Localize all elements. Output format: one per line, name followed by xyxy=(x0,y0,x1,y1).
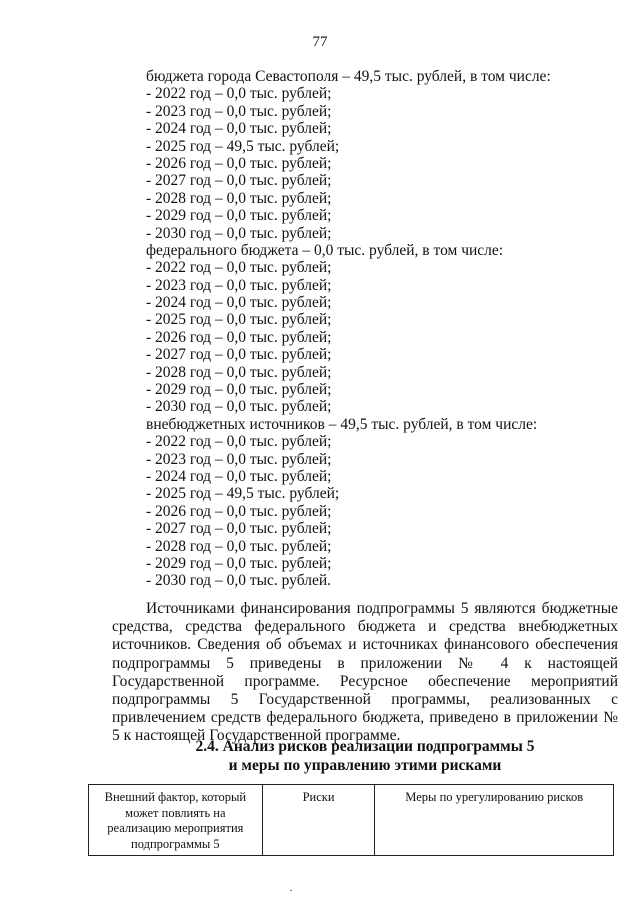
funding-line: - 2029 год – 0,0 тыс. рублей; xyxy=(146,554,332,572)
funding-line: - 2028 год – 0,0 тыс. рублей; xyxy=(146,189,332,207)
funding-line: - 2026 год – 0,0 тыс. рублей; xyxy=(146,328,332,346)
funding-line: - 2024 год – 0,0 тыс. рублей; xyxy=(146,294,332,312)
header-external-factor: Внешний фактор, который может повлиять на реализацию мероприятия подпрограммы 5 xyxy=(89,785,263,856)
funding-line: - 2023 год – 0,0 тыс. рублей; xyxy=(146,276,332,294)
header-risks: Риски xyxy=(262,785,375,856)
funding-line: - 2024 год – 0,0 тыс. рублей; xyxy=(146,120,332,138)
funding-line: - 2025 год – 0,0 тыс. рублей; xyxy=(146,311,332,329)
funding-line: - 2022 год – 0,0 тыс. рублей; xyxy=(146,433,332,451)
funding-line: - 2028 год – 0,0 тыс. рублей; xyxy=(146,537,332,555)
funding-line: - 2030 год – 0,0 тыс. рублей; xyxy=(146,224,332,242)
funding-line: - 2022 год – 0,0 тыс. рублей; xyxy=(146,259,332,277)
funding-line: - 2028 год – 0,0 тыс. рублей; xyxy=(146,363,332,381)
funding-line: - 2027 год – 0,0 тыс. рублей; xyxy=(146,520,332,538)
funding-line: - 2024 год – 0,0 тыс. рублей; xyxy=(146,467,332,485)
scan-speck xyxy=(290,890,292,891)
funding-line: - 2023 год – 0,0 тыс. рублей; xyxy=(146,450,332,468)
funding-line: - 2027 год – 0,0 тыс. рублей; xyxy=(146,346,332,364)
funding-line: - 2030 год – 0,0 тыс. рублей. xyxy=(146,572,332,590)
header-mitigation-measures: Меры по урегулированию рисков xyxy=(375,785,614,856)
funding-line: - 2027 год – 0,0 тыс. рублей; xyxy=(146,172,332,190)
risk-table-header-row xyxy=(89,785,614,856)
section-heading-line-2: и меры по управлению этими рисками xyxy=(228,756,502,774)
funding-line: федерального бюджета – 0,0 тыс. рублей, в том числе: xyxy=(146,241,504,259)
funding-line: - 2022 год – 0,0 тыс. рублей; xyxy=(146,85,332,103)
funding-line: - 2025 год – 49,5 тыс. рублей; xyxy=(146,485,340,503)
funding-sources-paragraph xyxy=(112,600,618,746)
funding-list xyxy=(146,68,616,590)
risk-table xyxy=(88,784,614,856)
funding-line: бюджета города Севастополя – 49,5 тыс. рублей, в том числе: xyxy=(146,68,551,85)
funding-line: - 2025 год – 49,5 тыс. рублей; xyxy=(146,137,340,155)
funding-line: - 2023 год – 0,0 тыс. рублей; xyxy=(146,102,332,120)
page-number: 77 xyxy=(312,34,328,50)
funding-line: - 2029 год – 0,0 тыс. рублей; xyxy=(146,207,332,225)
funding-line: внебюджетных источников – 49,5 тыс. рублей, в том числе: xyxy=(146,415,538,433)
funding-line: - 2026 год – 0,0 тыс. рублей; xyxy=(146,502,332,520)
funding-line: - 2026 год – 0,0 тыс. рублей; xyxy=(146,154,332,172)
paragraph-text: Источниками финансирования подпрограммы 5 являются бюджетные средства, средства федерального бюджета и средства внебюджетных источников. Сведения об объемах и источниках финансового обеспечения подпрограммы 5 приведены в приложении № 4 к настоящей Государственной программе. Ресурсное обеспечение мероприятий подпрограммы 5 Государственной программы, реализованных с привлечением средств федерального бюджета, приведено в приложении № 5 к настоящей Государственной программе. xyxy=(112,600,618,745)
section-heading xyxy=(112,738,618,775)
funding-line: - 2029 год – 0,0 тыс. рублей; xyxy=(146,381,332,399)
funding-line: - 2030 год – 0,0 тыс. рублей; xyxy=(146,398,332,416)
section-heading-line-1: 2.4. Анализ рисков реализации подпрограммы 5 xyxy=(195,738,535,755)
